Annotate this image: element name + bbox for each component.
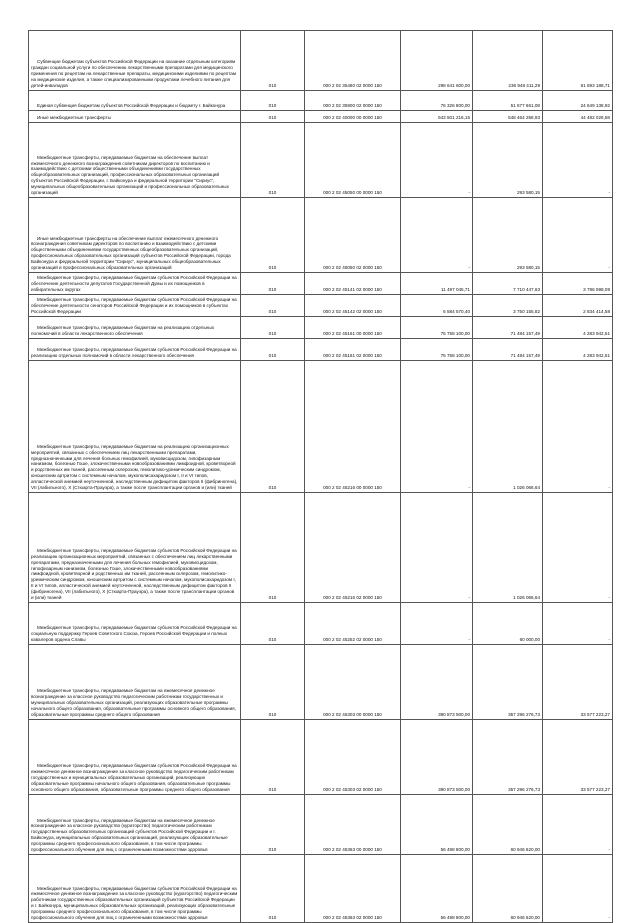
row-executed-amount: 357 296 276,73 [473,645,543,720]
row-approved-amount: 390 873 500,00 [401,720,473,795]
row-description: Субвенции бюджетам субъектов Российской Федерации на оказание отдельным категориям граждан социальной услуги по обеспечению лекарственными препаратами для медицинского применения по рецептам на лекарственные препараты, медицинскими изделиями по рецептам на медицинские изделия, а также специализированными продуктами лечебного питания для детей-инвалидов [29,31,241,91]
table-row [29,31,613,91]
report-table [28,30,613,923]
row-executed-amount: 7 710 447,63 [473,273,543,295]
row-description: Межбюджетные трансферты, передаваемые бюджетам субъектов Российской Федерации на обеспечение деятельности депутатов Государственной Думы и их помощников в избирательных округах [29,273,241,295]
table-row [29,123,613,198]
row-approved-amount: - [401,361,473,493]
row-line-code: 010 [241,645,305,720]
row-unexecuted-amount: 2 834 414,58 [543,295,613,317]
row-budget-code: 000 2 02 40000 00 0000 150 [305,111,401,123]
row-budget-code: 000 2 02 45161 02 0000 150 [305,339,401,361]
row-budget-code: 000 2 02 45303 00 0000 150 [305,645,401,720]
row-budget-code: 000 2 02 45363 02 0000 150 [305,855,401,923]
row-line-code: 010 [241,720,305,795]
row-executed-amount: 60 946 620,00 [473,795,543,855]
row-approved-amount: 56 498 800,00 [401,795,473,855]
row-budget-code: 000 2 02 45303 02 0000 150 [305,720,401,795]
row-budget-code: 000 2 02 35460 02 0000 150 [305,31,401,91]
row-executed-amount: 293 580,15 [473,123,543,198]
row-description: Единая субвенция бюджетам субъектов Российской Федерации и бюджету г. Байконура [29,91,241,111]
row-executed-amount: 548 464 258,93 [473,111,543,123]
row-line-code: 010 [241,91,305,111]
row-executed-amount: 71 484 157,49 [473,339,543,361]
row-budget-code: 000 2 02 45161 00 0000 150 [305,317,401,339]
row-unexecuted-amount: 4 283 942,51 [543,317,613,339]
row-unexecuted-amount: 24 649 138,92 [543,91,613,111]
row-approved-amount: - [401,493,473,603]
row-line-code: 010 [241,603,305,645]
row-line-code: 010 [241,273,305,295]
row-budget-code: 000 2 02 45141 02 0000 150 [305,273,401,295]
row-unexecuted-amount: - [543,603,613,645]
row-budget-code: 000 2 02 45142 02 0000 150 [305,295,401,317]
row-description: Межбюджетные трансферты, передаваемые бюджетам субъектов Российской Федерации на обеспечение деятельности сенаторов Российской Федерации и их помощников в субъектах Российской Федерации [29,295,241,317]
row-budget-code: 000 2 02 45050 02 0000 150 [305,198,401,273]
row-unexecuted-amount: 33 577 223,27 [543,720,613,795]
row-line-code: 010 [241,855,305,923]
row-executed-amount: 293 580,15 [473,198,543,273]
row-line-code: 010 [241,111,305,123]
row-executed-amount: 51 677 661,08 [473,91,543,111]
row-approved-amount: 75 758 100,00 [401,339,473,361]
row-unexecuted-amount: - [543,123,613,198]
row-unexecuted-amount: - [543,198,613,273]
row-line-code: 010 [241,123,305,198]
row-description: Межбюджетные трансферты, передаваемые бюджетам субъектов Российской Федерации на реализацию отдельных полномочий в области лекарственного обеспечения [29,339,241,361]
row-line-code: 010 [241,493,305,603]
row-description: Межбюджетные трансферты, передаваемые бюджетам на ежемесячное денежное вознаграждение за классное руководство (кураторство) педагогическим работникам государственных образовательных организаций субъектов Российской Федерации и г. Байконура, муниципальных образовательных организаций, реализующих образовательные программы среднего профессионального образования, в том числе программы профессионального обучения для лиц с ограниченными возможностями здоровья [29,795,241,855]
row-approved-amount: 543 501 216,15 [401,111,473,123]
table-row [29,603,613,645]
row-unexecuted-amount: - [543,795,613,855]
row-approved-amount: 75 758 100,00 [401,317,473,339]
row-line-code: 010 [241,295,305,317]
row-line-code: 010 [241,339,305,361]
row-approved-amount: - [401,603,473,645]
row-executed-amount: 236 948 411,29 [473,31,543,91]
row-line-code: 010 [241,317,305,339]
row-unexecuted-amount: - [543,493,613,603]
row-budget-code: 000 2 02 45363 00 0000 150 [305,795,401,855]
row-executed-amount: 357 296 276,73 [473,720,543,795]
table-row [29,111,613,123]
row-line-code: 010 [241,795,305,855]
row-unexecuted-amount: 61 693 188,71 [543,31,613,91]
row-line-code: 010 [241,361,305,493]
table-row [29,493,613,603]
table-row [29,645,613,720]
row-unexecuted-amount: 4 283 942,51 [543,339,613,361]
row-description: Межбюджетные трансферты, передаваемые бюджетам на обеспечение выплат ежемесячного денежного вознаграждения советникам директоров по воспитанию и взаимодействию с детскими общественными объединениями государственных общеобразовательных организаций, профессиональных образовательных организаций субъектов Российской Федерации, г. Байконура и федеральной территории "Сириус", муниципальных общеобразовательных организаций и профессиональных образовательных организаций [29,123,241,198]
table-row [29,317,613,339]
row-approved-amount: 11 497 045,71 [401,273,473,295]
row-description: Межбюджетные трансферты, передаваемые бюджетам субъектов Российской Федерации на социальную поддержку Героев Советского Союза, Героев Российской Федерации и полных кавалеров ордена Славы [29,603,241,645]
row-description: Иные межбюджетные трансферты [29,111,241,123]
row-approved-amount: - [401,198,473,273]
row-executed-amount: 60 946 620,00 [473,855,543,923]
report-table-body [29,31,613,923]
row-executed-amount: 3 750 155,82 [473,295,543,317]
row-description: Межбюджетные трансферты, передаваемые бюджетам субъектов Российской Федерации на реализацию организационных мероприятий, связанных с обеспечением лиц лекарственными препаратами, предназначенными для лечения больных гемофилией, муковисцидозом, гипофизарным нанизмом, болезнью Гоше, злокачественными новообразованиями лимфоидной, кроветворной и родственных им тканей, рассеянным склерозом, гемолитико-уремическим синдромом, юношеским артритом с системным началом, мукополисахаридозом I, II и VI типов, апластической анемией неуточненной, наследственным дефицитом факторов II (фибриногена), VII (лабильного), X (Стюарта-Прауэра), а также после трансплантации органов и (или) тканей [29,493,241,603]
table-row [29,720,613,795]
table-row [29,91,613,111]
row-executed-amount: 60 000,00 [473,603,543,645]
row-approved-amount: 76 326 800,00 [401,91,473,111]
row-budget-code: 000 2 02 45050 00 0000 150 [305,123,401,198]
table-row [29,339,613,361]
row-description: Межбюджетные трансферты, передаваемые бюджетам на реализацию отдельных полномочий в области лекарственного обеспечения [29,317,241,339]
row-unexecuted-amount: 3 786 598,08 [543,273,613,295]
row-approved-amount: 6 584 570,40 [401,295,473,317]
row-line-code: 010 [241,31,305,91]
row-line-code: 010 [241,198,305,273]
table-row [29,273,613,295]
row-unexecuted-amount: 44 482 026,58 [543,111,613,123]
row-description: Иные межбюджетные трансферты на обеспечение выплат ежемесячного денежного вознаграждения советникам директоров по воспитанию и взаимодействию с детскими общественными объединениями государственных общеобразовательных организаций, профессиональных образовательных организаций субъектов Российской Федерации, города Байконура и федеральной территории "Сириус", муниципальных общеобразовательных организаций и профессиональных образовательных организаций [29,198,241,273]
table-row [29,795,613,855]
row-description: Межбюджетные трансферты, передаваемые бюджетам субъектов Российской Федерации на ежемесячное денежное вознаграждение за классное руководство (кураторство) педагогическим работникам государственных образовательных организаций субъектов Российской Федерации и г. Байконура, муниципальных образовательных организаций, реализующих образовательные программы среднего профессионального образования, в том числе программы профессионального обучения для лиц с ограниченными возможностями здоровья [29,855,241,923]
table-row [29,361,613,493]
table-row [29,198,613,273]
row-approved-amount: 298 641 600,00 [401,31,473,91]
row-executed-amount: 71 484 157,49 [473,317,543,339]
row-unexecuted-amount: 33 577 223,27 [543,645,613,720]
table-row [29,855,613,923]
row-description: Межбюджетные трансферты, передаваемые бюджетам субъектов Российской Федерации на ежемесячное денежное вознаграждение за классное руководство педагогическим работникам государственных и муниципальных образовательных организаций, реализующих образовательные программы начального общего образования, образовательные программы основного общего образования, образовательные программы среднего общего образования [29,720,241,795]
row-budget-code: 000 2 02 35900 02 0000 150 [305,91,401,111]
row-approved-amount: 390 873 500,00 [401,645,473,720]
row-budget-code: 000 2 02 45252 02 0000 150 [305,603,401,645]
row-description: Межбюджетные трансферты, передаваемые бюджетам на ежемесячное денежное вознаграждение за классное руководство педагогическим работникам государственных и муниципальных образовательных организаций, реализующих образовательные программы начального общего образования, образовательные программы основного общего образования, образовательные программы среднего общего образования [29,645,241,720]
row-budget-code: 000 2 02 45216 00 0000 150 [305,361,401,493]
row-approved-amount: 56 498 800,00 [401,855,473,923]
row-approved-amount: - [401,123,473,198]
row-executed-amount: 1 026 066,64 [473,361,543,493]
row-budget-code: 000 2 02 45216 02 0000 150 [305,493,401,603]
row-unexecuted-amount: - [543,855,613,923]
row-executed-amount: 1 026 066,64 [473,493,543,603]
row-unexecuted-amount: - [543,361,613,493]
table-row [29,295,613,317]
row-description: Межбюджетные трансферты, передаваемые бюджетам на реализацию организационных мероприятий, связанных с обеспечением лиц лекарственными препаратами, предназначенными для лечения больных гемофилией, муковисцидозом, гипофизарным нанизмом, болезнью Гоше, злокачественными новообразованиями лимфоидной, кроветворной и родственных им тканей, рассеянным склерозом, гемолитико-уремическим синдромом, юношеским артритом с системным началом, мукополисахаридозом I, II и VI типов, апластической анемией неуточненной, наследственным дефицитом факторов II (фибриногена), VII (лабильного), X (Стюарта-Прауэра), а также после трансплантации органов и (или) тканей [29,361,241,493]
